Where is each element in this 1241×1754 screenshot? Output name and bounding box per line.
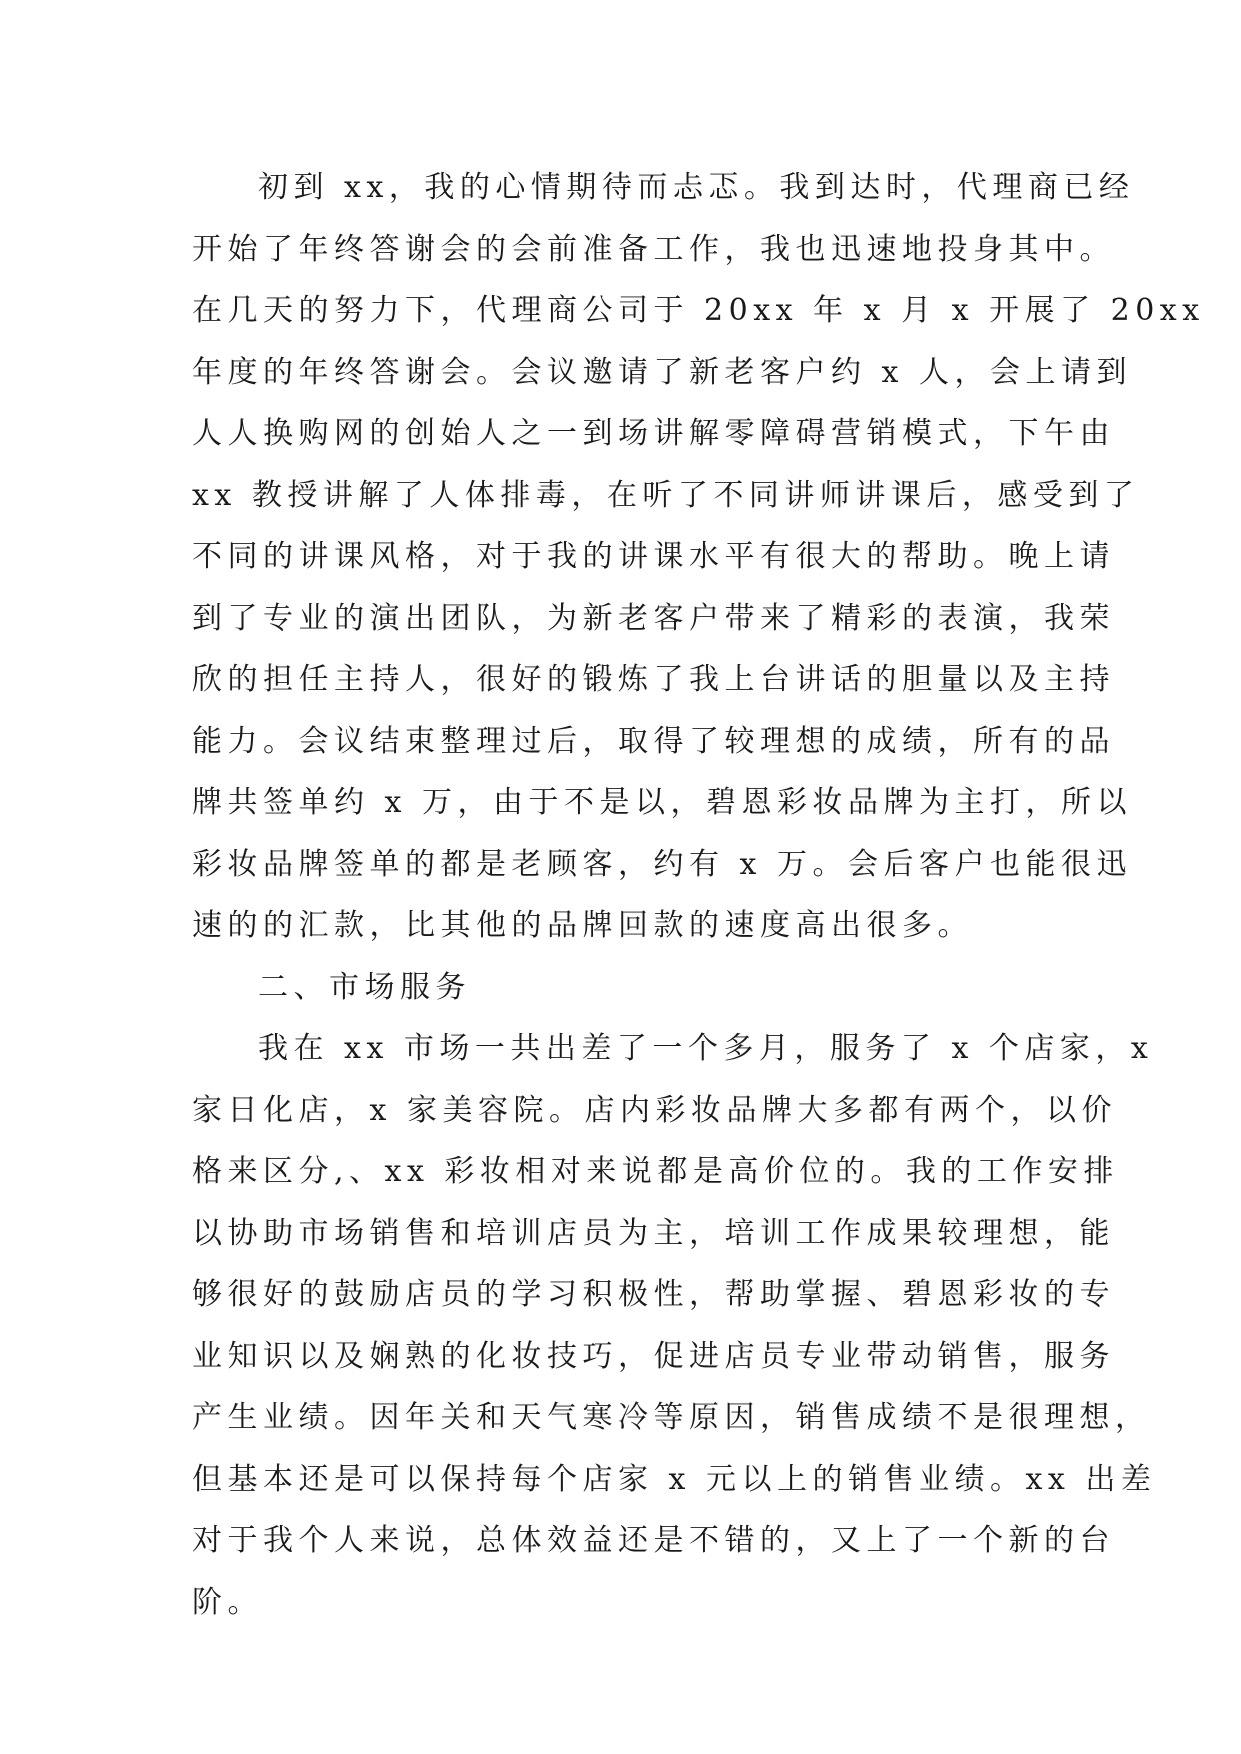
text-line: 产生业绩。因年关和天气寒冷等原因，销售成绩不是很理想，	[192, 1400, 1151, 1435]
text-line: 到了专业的演出团队，为新老客户带来了精彩的表演，我荣	[192, 600, 1115, 636]
text-line: 年度的年终答谢会。会议邀请了新老客户约 x 人，会上请到	[192, 354, 1132, 390]
text-line: xx 教授讲解了人体排毒，在听了不同讲师讲课后，感受到了	[192, 477, 1140, 513]
text-line: 速的的汇款，比其他的品牌回款的速度高出很多。	[192, 908, 973, 943]
text-line: 不同的讲课风格，对于我的讲课水平有很大的帮助。晚上请	[192, 539, 1115, 574]
document-body	[192, 157, 1205, 1633]
text-line: 以协助市场销售和培训店员为主，培训工作成果较理想，能	[192, 1215, 1115, 1251]
text-line: 欣的担任主持人，很好的锻炼了我上台讲话的胆量以及主持	[192, 662, 1115, 697]
text-line: 格来区分,、xx 彩妆相对来说都是高价位的。我的工作安排	[192, 1154, 1119, 1189]
text-line: 业知识以及娴熟的化妆技巧，促进店员专业带动销售，服务	[192, 1338, 1115, 1374]
paragraph-conference	[192, 157, 1205, 957]
text-line: 开始了年终答谢会的会前准备工作，我也迅速地投身其中。	[192, 231, 1115, 267]
text-line: 在几天的努力下，代理商公司于 20xx 年 x 月 x 开展了 20xx	[192, 293, 1205, 328]
text-line: 牌共签单约 x 万，由于不是以，碧恩彩妆品牌为主打，所以	[192, 785, 1132, 820]
text-line: 阶。	[192, 1584, 263, 1620]
text-line: 够很好的鼓励店员的学习积极性，帮助掌握、碧恩彩妆的专	[192, 1277, 1115, 1312]
text-line: 能力。会议结束整理过后，取得了较理想的成绩，所有的品	[192, 723, 1115, 759]
text-line: 家日化店，x 家美容院。店内彩妆品牌大多都有两个，以价	[192, 1092, 1117, 1128]
section-heading-market-service: 二、市场服务	[258, 969, 471, 1005]
text-line: 对于我个人来说，总体效益还是不错的，又上了一个新的台	[192, 1523, 1115, 1558]
text-line: 但基本还是可以保持每个店家 x 元以上的销售业绩。xx 出差	[192, 1461, 1157, 1497]
paragraph-market-service	[192, 1018, 1157, 1633]
text-line: 彩妆品牌签单的都是老顾客，约有 x 万。会后客户也能很迅	[192, 846, 1132, 882]
text-line: 我在 xx 市场一共出差了一个多月，服务了 x 个店家，x	[258, 1031, 1154, 1066]
text-line: 初到 xx，我的心情期待而忐忑。我到达时，代理商已经	[258, 170, 1135, 205]
text-line: 人人换购网的创始人之一到场讲解零障碍营销模式，下午由	[192, 416, 1115, 451]
